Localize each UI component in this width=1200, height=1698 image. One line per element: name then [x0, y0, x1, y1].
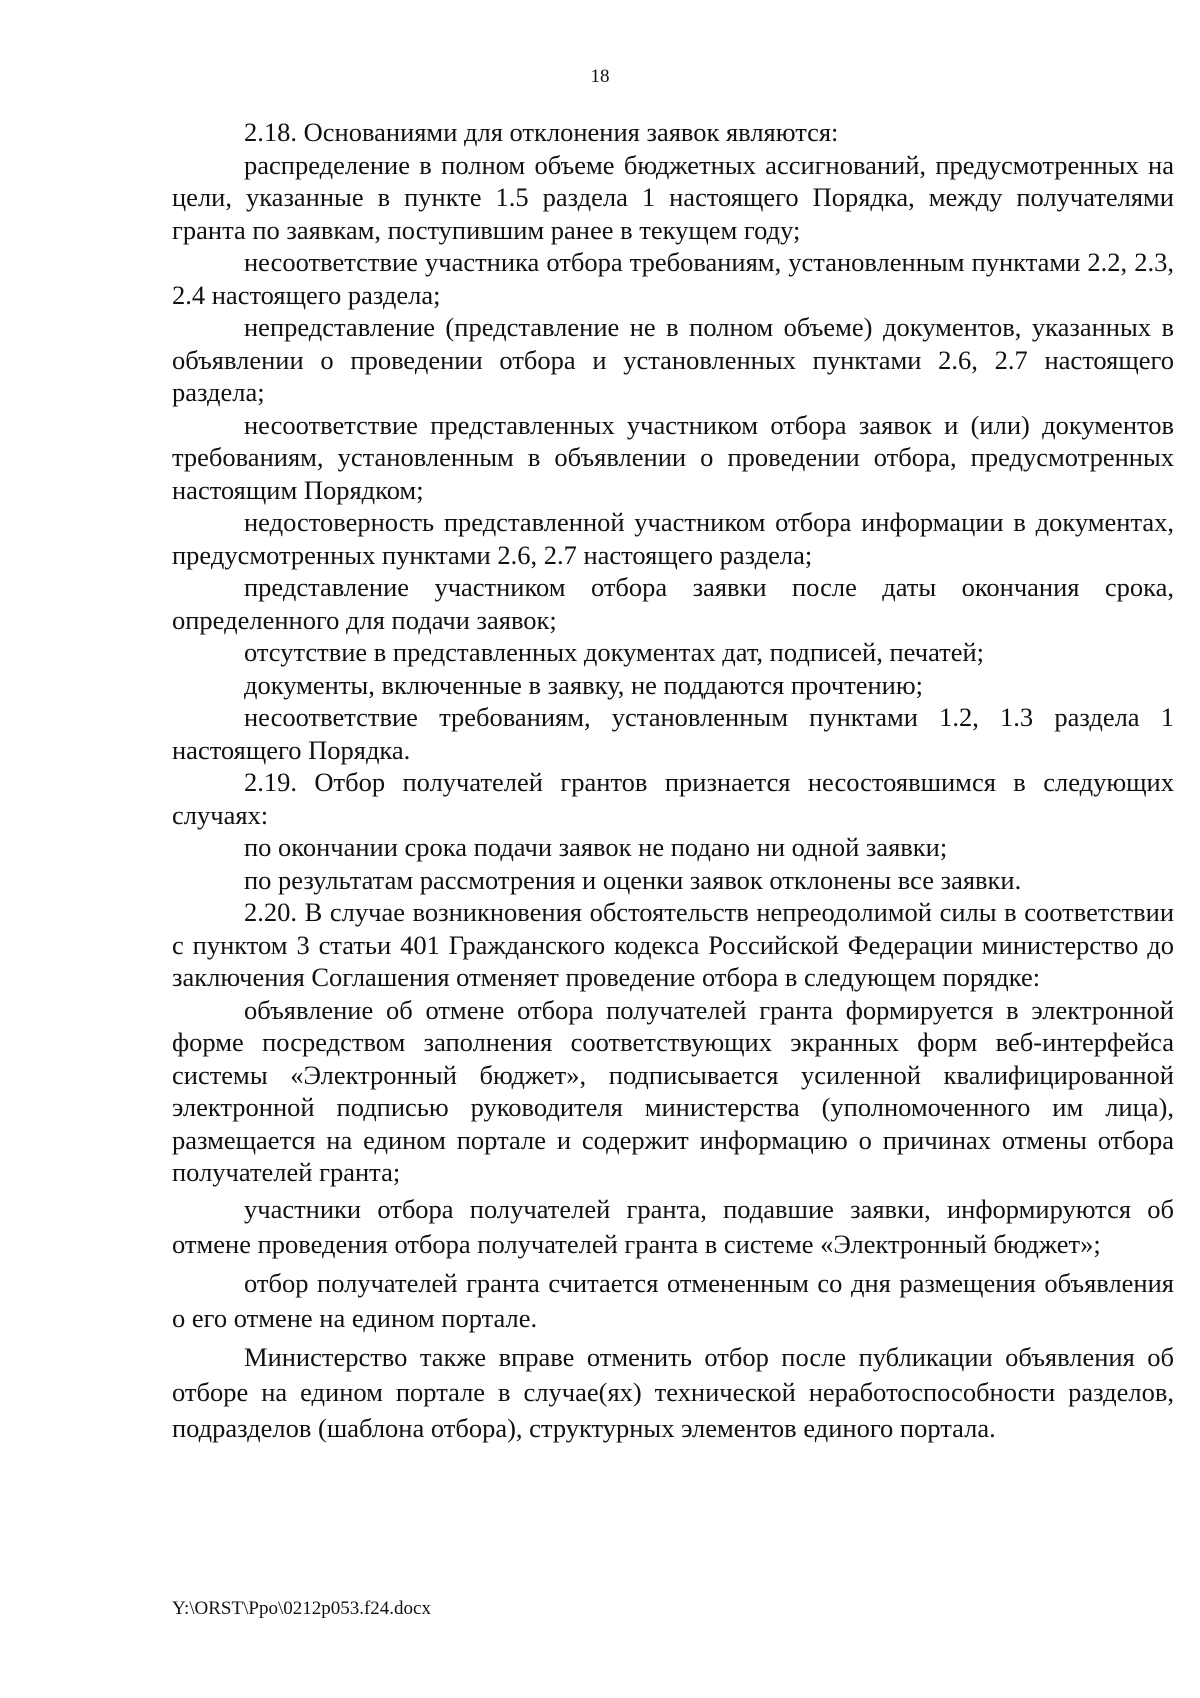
paragraph: документы, включенные в заявку, не поддаются прочтению;: [244, 669, 924, 700]
paragraph-2-20: 2.20. В случае возникновения обстоятельств непреодолимой силы в соответствии с пунктом 3 статьи 401 Гражданского кодекса Российской Федерации министерство до заключения Соглашения отменяет проведение отбора в следующем порядке:: [172, 897, 1174, 992]
paragraph-2-18-heading: 2.18. Основаниями для отклонения заявок являются:: [244, 117, 839, 147]
paragraph: несоответствие требованиям, установленным пунктами 1.2, 1.3 раздела 1 настоящего Порядка.: [172, 702, 1174, 765]
paragraph: представление участником отбора заявки после даты окончания срока, определенного для подачи заявок;: [172, 572, 1174, 635]
paragraph: непредставление (представление не в полном объеме) документов, указанных в объявлении о проведении отбора и установленных пунктами 2.6, 2.7 настоящего раздела;: [172, 312, 1174, 407]
paragraph: несоответствие представленных участником отбора заявок и (или) документов требованиям, установленным в объявлении о проведении отбора, предусмотренных настоящим Порядком;: [172, 409, 1174, 505]
paragraph: несоответствие участника отбора требованиям, установленным пунктами 2.2, 2.3, 2.4 настоящего раздела;: [172, 247, 1174, 310]
paragraph: недостоверность представленной участником отбора информации в документах, предусмотренных пунктами 2.6, 2.7 настоящего раздела;: [172, 507, 1174, 570]
document-body: [172, 116, 1174, 1446]
paragraph: отсутствие в представленных документах дат, подписей, печатей;: [244, 637, 985, 667]
paragraph: по окончании срока подачи заявок не подано ни одной заявки;: [244, 832, 948, 862]
paragraph: распределение в полном объеме бюджетных ассигнований, предусмотренных на цели, указанные в пункте 1.5 раздела 1 настоящего Порядка, между получателями гранта по заявкам, поступившим ранее в текущем году;: [172, 149, 1174, 245]
paragraph: объявление об отмене отбора получателей гранта формируется в электронной форме посредством заполнения соответствующих экранных форм веб-интерфейса системы «Электронный бюджет», подписывается усиленной квалифицированной электронной подписью руководителя министерства (уполномоченного им лица), размещается на едином портале и содержит информацию о причинах отмены отбора получателей гранта;: [172, 994, 1174, 1187]
paragraph: по результатам рассмотрения и оценки заявок отклонены все заявки.: [244, 864, 1022, 895]
paragraph: отбор получателей гранта считается отмененным со дня размещения объявления о его отмене на едином портале.: [172, 1267, 1174, 1333]
footer-file-path: Y:\ORST\Ppo\0212p053.f24.docx: [172, 1598, 431, 1619]
paragraph-2-19: 2.19. Отбор получателей грантов признается несостоявшимся в следующих случаях:: [172, 767, 1174, 830]
paragraph: участники отбора получателей гранта, подавшие заявки, информируются об отмене проведения отбора получателей гранта в системе «Электронный бюджет»;: [172, 1193, 1174, 1259]
paragraph: Министерство также вправе отменить отбор после публикации объявления об отборе на едином портале в случае(ях) технической неработоспособности разделов, подразделов (шаблона отбора), структурных элементов единого портала.: [172, 1341, 1174, 1443]
page-number: 18: [590, 66, 610, 87]
